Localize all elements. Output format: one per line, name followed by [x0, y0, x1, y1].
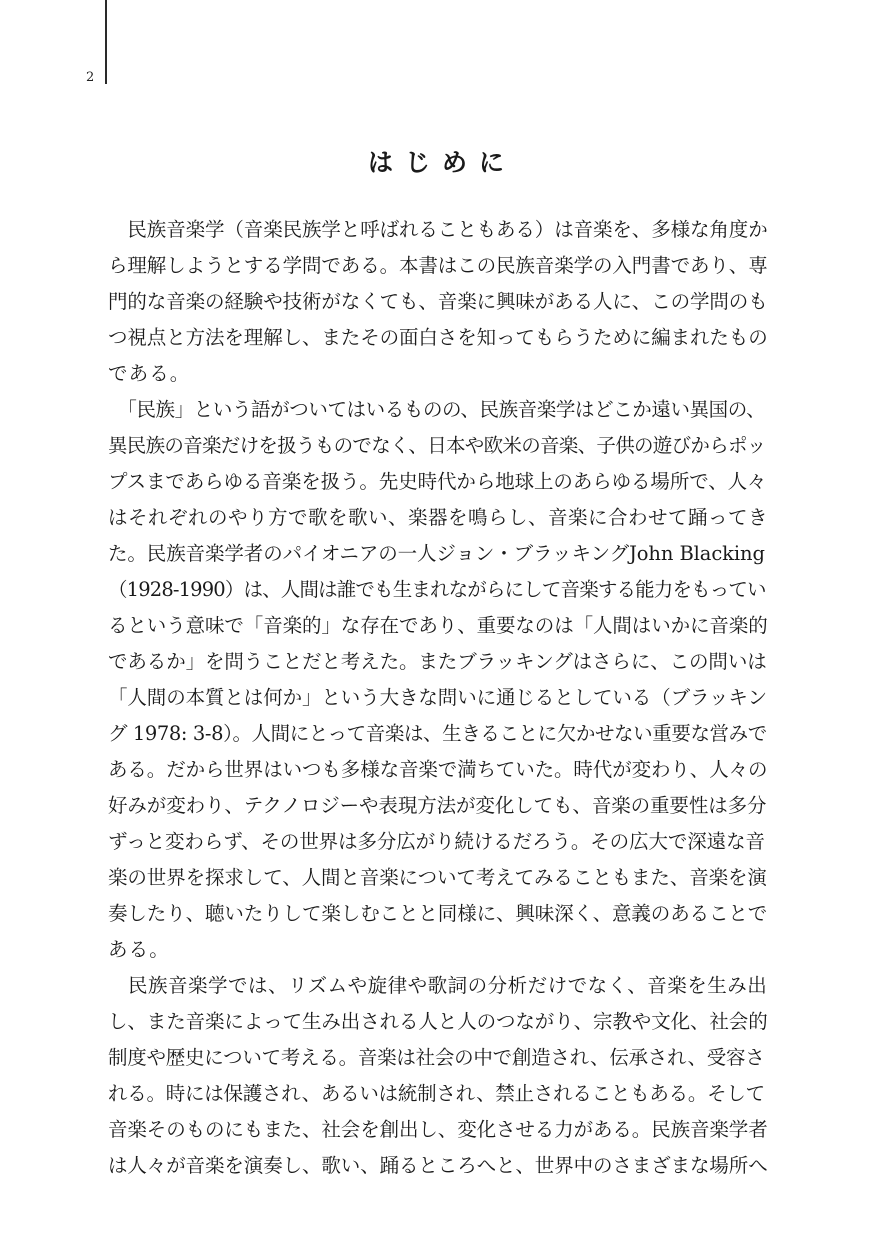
- body-line: 門的な音楽の経験や技術がなくても、音楽に興味がある人に、この学問のも: [108, 290, 768, 313]
- body-line: はそれぞれのやり方で歌を歌い、楽器を鳴らし、音楽に合わせて踊ってき: [108, 506, 769, 529]
- body-line: 「民族」という語がついてはいるものの、民族音楽学はどこか遠い異国の、: [108, 398, 766, 421]
- body-line: 民族音楽学（音楽民族学と呼ばれることもある）は音楽を、多様な角度か: [108, 218, 768, 241]
- body-line: るという意味で「音楽的」な存在であり、重要なのは「人間はいかに音楽的: [108, 614, 768, 637]
- body-line: つ視点と方法を理解し、またその面白さを知ってもらうために編まれたもの: [108, 326, 768, 349]
- body-line: し、また音楽によって生み出される人と人のつながり、宗教や文化、社会的: [108, 1010, 768, 1033]
- body-line: 異民族の音楽だけを扱うものでなく、日本や欧米の音楽、子供の遊びからポッ: [108, 434, 766, 457]
- body-line: は人々が音楽を演奏し、歌い、踊るところへと、世界中のさまざまな場所へ: [108, 1154, 768, 1177]
- margin-rule: [105, 0, 107, 84]
- body-line: であるか」を問うことだと考えた。またブラッキングはさらに、この問いは: [108, 650, 767, 673]
- body-line: ある。: [108, 938, 170, 961]
- body-line: 楽の世界を探求して、人間と音楽について考えてみることもまた、音楽を演: [108, 866, 767, 889]
- body-line: プスまであらゆる音楽を扱う。先史時代から地球上のあらゆる場所で、人々: [108, 470, 767, 493]
- body-line: （1928-1990）は、人間は誰でも生まれながらにして音楽する能力をもってい: [108, 578, 766, 601]
- body-line: ある。だから世界はいつも多様な音楽で満ちていた。時代が変わり、人々の: [108, 758, 768, 781]
- body-line: 音楽そのものにもまた、社会を創出し、変化させる力がある。民族音楽学者: [108, 1118, 768, 1141]
- body-line: 奏したり、聴いたりして楽しむことと同様に、興味深く、意義のあることで: [108, 902, 768, 925]
- body-line: ら理解しようとする学問である。本書はこの民族音楽学の入門書であり、専: [108, 254, 768, 277]
- body-line: れる。時には保護され、あるいは統制され、禁止されることもある。そして: [108, 1082, 765, 1105]
- body-text: [108, 212, 768, 1184]
- body-line: ずっと変わらず、その世界は多分広がり続けるだろう。その広大で深遠な音: [108, 830, 765, 853]
- body-line: 制度や歴史について考える。音楽は社会の中で創造され、伝承され、受容さ: [108, 1046, 765, 1069]
- body-line: である。: [108, 362, 191, 385]
- body-line: た。民族音楽学者のパイオニアの一人ジョン・ブラッキングJohn Blacking: [108, 542, 765, 565]
- chapter-title: はじめに: [367, 148, 516, 177]
- body-line: グ 1978: 3-8）。人間にとって音楽は、生きることに欠かせない重要な営みで: [108, 722, 767, 745]
- body-line: 民族音楽学では、リズムや旋律や歌詞の分析だけでなく、音楽を生み出: [108, 974, 768, 997]
- page-number: 2: [86, 70, 95, 85]
- body-line: 「人間の本質とは何か」という大きな問いに通じるとしている（ブラッキン: [108, 686, 768, 709]
- body-line: 好みが変わり、テクノロジーや表現方法が変化しても、音楽の重要性は多分: [108, 794, 767, 817]
